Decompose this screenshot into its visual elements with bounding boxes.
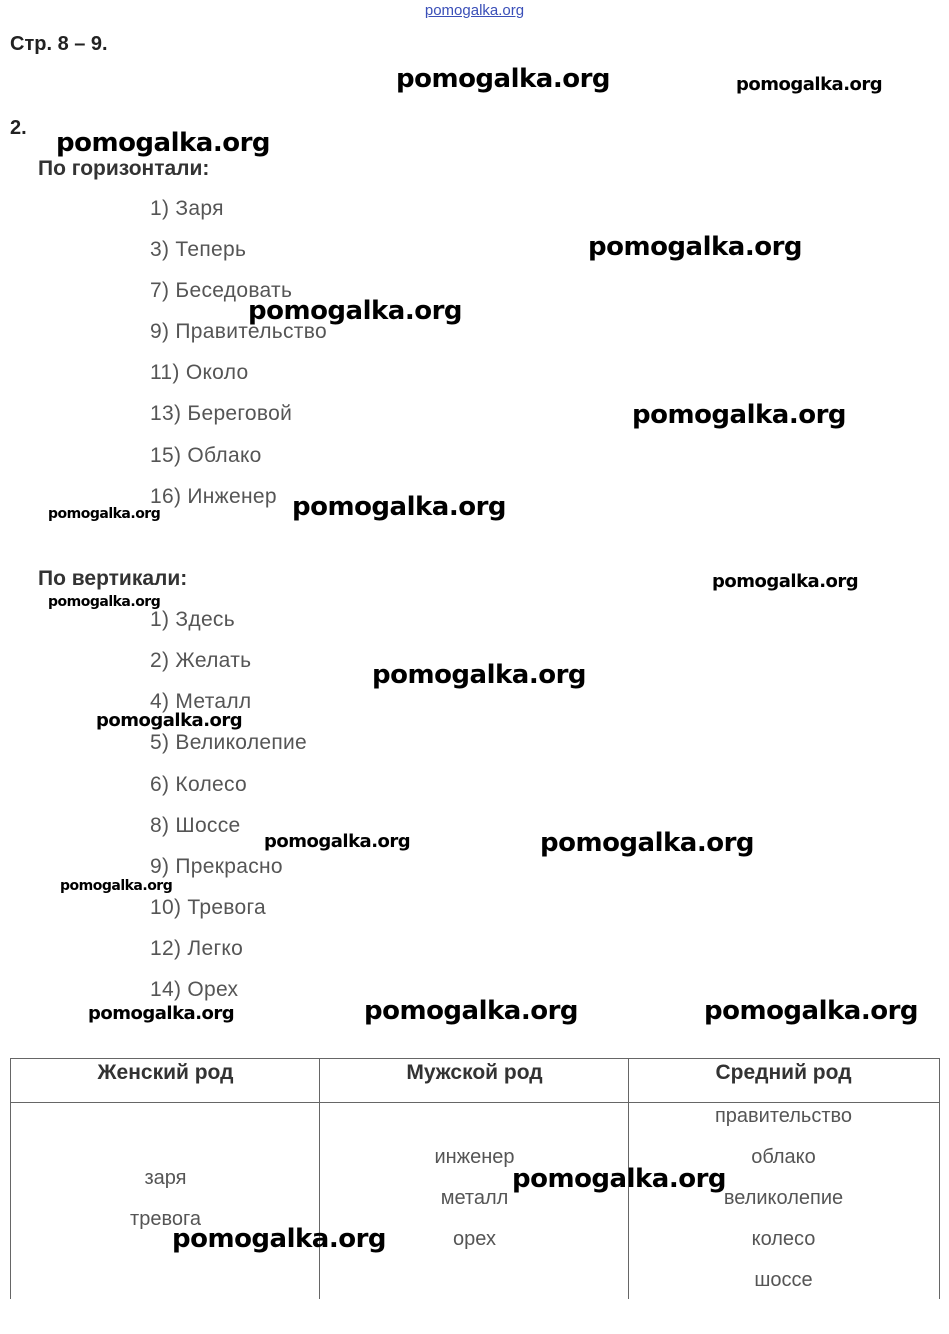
watermark: pomogalka.org xyxy=(512,1164,727,1194)
watermark: pomogalka.org xyxy=(172,1224,387,1254)
watermark: pomogalka.org xyxy=(588,232,803,262)
list-item: 9) Прекрасно xyxy=(150,855,283,878)
masculine-word: металл xyxy=(440,1187,509,1209)
neuter-word: шоссе xyxy=(754,1269,813,1291)
watermark: pomogalka.org xyxy=(60,878,173,894)
watermark: pomogalka.org xyxy=(264,831,411,852)
list-item: 15) Облако xyxy=(150,444,262,467)
list-item: 10) Тревога xyxy=(150,896,266,919)
list-item: 9) Правительство xyxy=(150,320,327,343)
watermark: pomogalka.org xyxy=(248,296,463,326)
list-item: 7) Беседовать xyxy=(150,279,293,302)
table-header-divider xyxy=(11,1102,939,1103)
header-masculine: Мужской род xyxy=(406,1061,543,1084)
list-item: 13) Береговой xyxy=(150,402,293,425)
header-neuter: Средний род xyxy=(715,1061,852,1084)
watermark: pomogalka.org xyxy=(292,492,507,522)
feminine-word: тревога xyxy=(130,1208,201,1230)
watermark: pomogalka.org xyxy=(396,64,611,94)
list-item: 14) Орех xyxy=(150,978,239,1001)
watermark: pomogalka.org xyxy=(48,506,161,522)
header-feminine: Женский род xyxy=(97,1061,234,1084)
feminine-word: заря xyxy=(144,1167,187,1189)
list-item: 6) Колесо xyxy=(150,773,248,796)
watermark: pomogalka.org xyxy=(632,400,847,430)
horizontal-title: По горизонтали: xyxy=(38,157,210,180)
watermark: pomogalka.org xyxy=(704,996,919,1026)
neuter-word: колесо xyxy=(751,1228,816,1250)
watermark: pomogalka.org xyxy=(540,828,755,858)
list-item: 12) Легко xyxy=(150,937,244,960)
watermark: pomogalka.org xyxy=(56,128,271,158)
list-item: 5) Великолепие xyxy=(150,731,308,754)
masculine-word: инженер xyxy=(434,1146,515,1168)
page-reference: Стр. 8 – 9. xyxy=(10,33,108,55)
neuter-word: великолепие xyxy=(723,1187,844,1209)
list-item: 2) Желать xyxy=(150,649,252,672)
watermark: pomogalka.org xyxy=(96,710,243,731)
vertical-title: По вертикали: xyxy=(38,567,188,590)
watermark: pomogalka.org xyxy=(88,1003,235,1024)
list-item: 3) Теперь xyxy=(150,238,247,261)
list-item: 11) Около xyxy=(150,361,249,384)
list-item: 16) Инженер xyxy=(150,485,277,508)
watermark: pomogalka.org xyxy=(364,996,579,1026)
list-item: 8) Шоссе xyxy=(150,814,241,837)
list-item: 1) Заря xyxy=(150,197,224,220)
neuter-word: облако xyxy=(751,1146,816,1168)
gender-table xyxy=(10,1058,940,1299)
watermark: pomogalka.org xyxy=(372,660,587,690)
site-link[interactable]: pomogalka.org xyxy=(424,2,525,19)
watermark: pomogalka.org xyxy=(48,594,161,610)
list-item: 4) Металл xyxy=(150,690,252,713)
neuter-word: правительство xyxy=(714,1105,853,1127)
watermark: pomogalka.org xyxy=(712,571,859,592)
watermark: pomogalka.org xyxy=(736,74,883,95)
masculine-word: орех xyxy=(453,1228,496,1250)
task-number: 2. xyxy=(10,117,27,139)
list-item: 1) Здесь xyxy=(150,608,235,631)
